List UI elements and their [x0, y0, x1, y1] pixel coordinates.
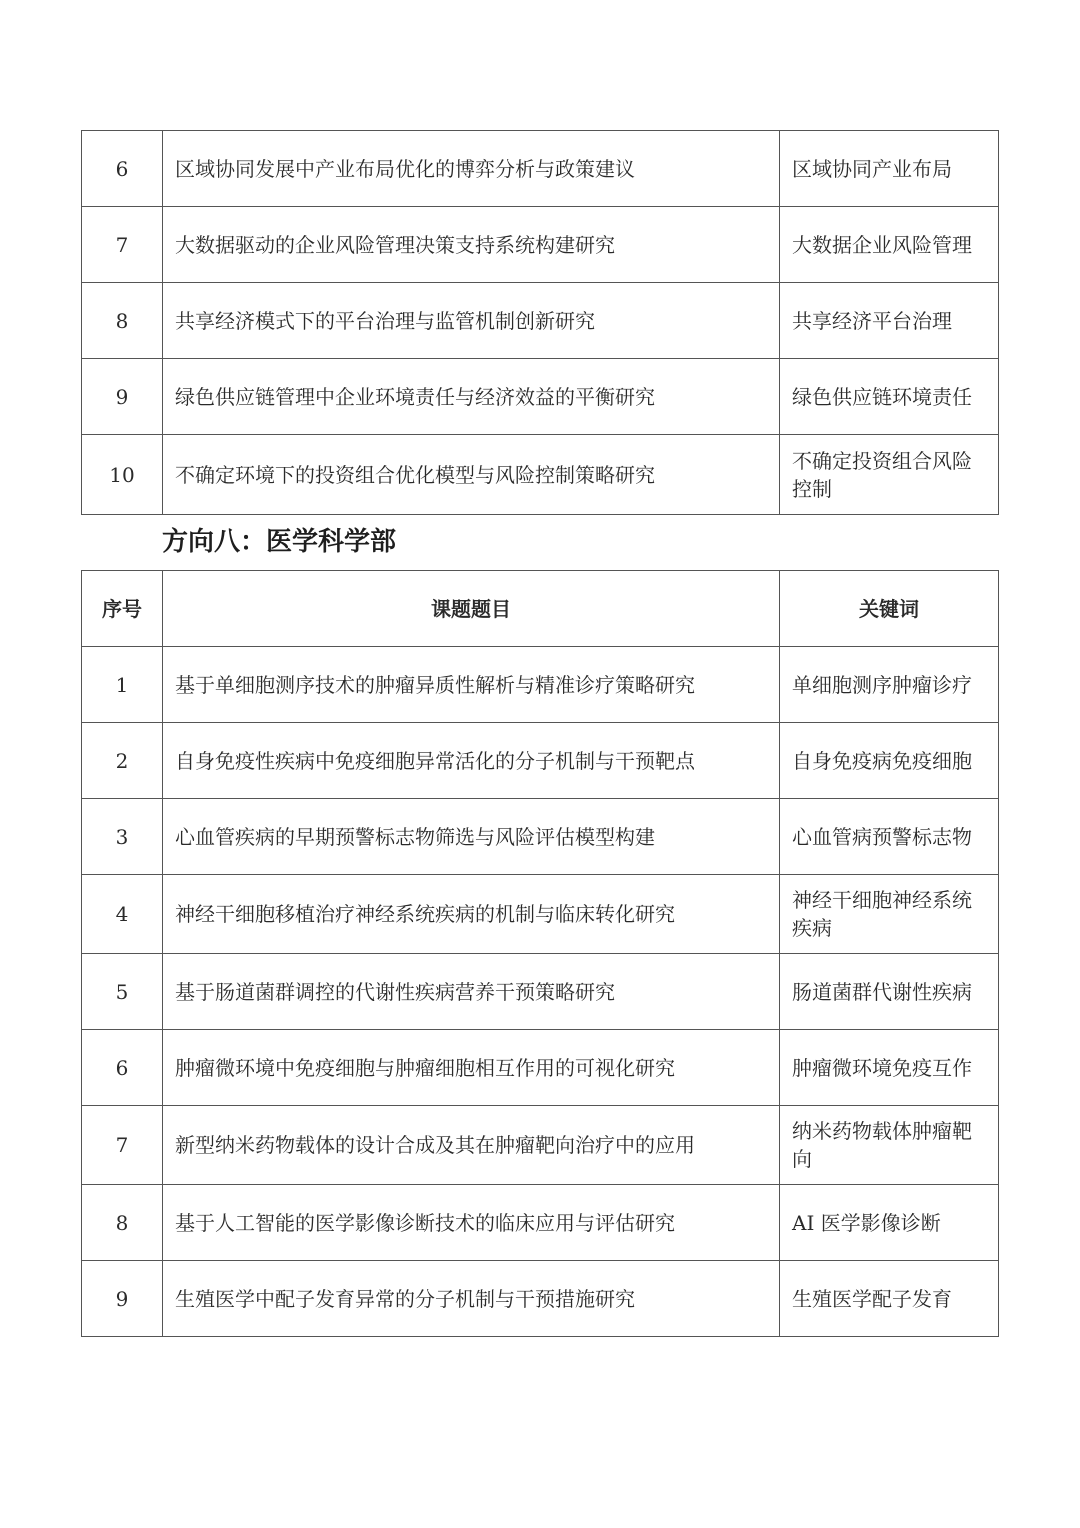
header-topic: 课题题目	[163, 571, 780, 647]
topic-keywords: 不确定投资组合风险控制	[780, 435, 999, 515]
topic-title: 绿色供应链管理中企业环境责任与经济效益的平衡研究	[163, 359, 780, 435]
topic-keywords: 区域协同产业布局	[780, 131, 999, 207]
topic-keywords: 肿瘤微环境免疫互作	[780, 1030, 999, 1106]
topic-keywords: 单细胞测序肿瘤诊疗	[780, 647, 999, 723]
table-row	[82, 799, 999, 875]
row-number: 10	[82, 435, 163, 515]
topic-title: 不确定环境下的投资组合优化模型与风险控制策略研究	[163, 435, 780, 515]
topic-title: 区域协同发展中产业布局优化的博弈分析与政策建议	[163, 131, 780, 207]
row-number: 7	[82, 1106, 163, 1185]
topic-title: 新型纳米药物载体的设计合成及其在肿瘤靶向治疗中的应用	[163, 1106, 780, 1185]
topic-title: 心血管疾病的早期预警标志物筛选与风险评估模型构建	[163, 799, 780, 875]
topic-title: 大数据驱动的企业风险管理决策支持系统构建研究	[163, 207, 780, 283]
table-row	[82, 359, 999, 435]
table-row	[82, 131, 999, 207]
topic-title: 神经干细胞移植治疗神经系统疾病的机制与临床转化研究	[163, 875, 780, 954]
row-number: 3	[82, 799, 163, 875]
topic-title: 自身免疫性疾病中免疫细胞异常活化的分子机制与干预靶点	[163, 723, 780, 799]
table-header-row	[82, 571, 999, 647]
table-row	[82, 1261, 999, 1337]
topic-title: 基于人工智能的医学影像诊断技术的临床应用与评估研究	[163, 1185, 780, 1261]
topic-keywords: 共享经济平台治理	[780, 283, 999, 359]
row-number: 8	[82, 1185, 163, 1261]
table-row	[82, 435, 999, 515]
topic-keywords: 纳米药物载体肿瘤靶向	[780, 1106, 999, 1185]
topic-keywords: 自身免疫病免疫细胞	[780, 723, 999, 799]
topic-keywords: 肠道菌群代谢性疾病	[780, 954, 999, 1030]
row-number: 6	[82, 1030, 163, 1106]
table-row	[82, 875, 999, 954]
topic-keywords: AI 医学影像诊断	[780, 1185, 999, 1261]
topic-keywords: 神经干细胞神经系统疾病	[780, 875, 999, 954]
medical-topic-table	[81, 570, 999, 1337]
row-number: 6	[82, 131, 163, 207]
row-number: 9	[82, 1261, 163, 1337]
topic-title: 共享经济模式下的平台治理与监管机制创新研究	[163, 283, 780, 359]
topic-keywords: 大数据企业风险管理	[780, 207, 999, 283]
row-number: 4	[82, 875, 163, 954]
table-row	[82, 1030, 999, 1106]
table-row	[82, 723, 999, 799]
row-number: 9	[82, 359, 163, 435]
table-row	[82, 1185, 999, 1261]
table-row	[82, 283, 999, 359]
topic-title: 基于单细胞测序技术的肿瘤异质性解析与精准诊疗策略研究	[163, 647, 780, 723]
table-row	[82, 954, 999, 1030]
table-row	[82, 207, 999, 283]
row-number: 8	[82, 283, 163, 359]
row-number: 5	[82, 954, 163, 1030]
topic-title: 生殖医学中配子发育异常的分子机制与干预措施研究	[163, 1261, 780, 1337]
continued-topic-table	[81, 130, 999, 515]
section-heading: 方向八：医学科学部	[162, 527, 397, 557]
table-row	[82, 1106, 999, 1185]
topic-title: 肿瘤微环境中免疫细胞与肿瘤细胞相互作用的可视化研究	[163, 1030, 780, 1106]
row-number: 2	[82, 723, 163, 799]
header-number: 序号	[82, 571, 163, 647]
header-keyword: 关键词	[780, 571, 999, 647]
topic-keywords: 心血管病预警标志物	[780, 799, 999, 875]
row-number: 7	[82, 207, 163, 283]
topic-keywords: 绿色供应链环境责任	[780, 359, 999, 435]
topic-title: 基于肠道菌群调控的代谢性疾病营养干预策略研究	[163, 954, 780, 1030]
table-row	[82, 647, 999, 723]
topic-keywords: 生殖医学配子发育	[780, 1261, 999, 1337]
row-number: 1	[82, 647, 163, 723]
